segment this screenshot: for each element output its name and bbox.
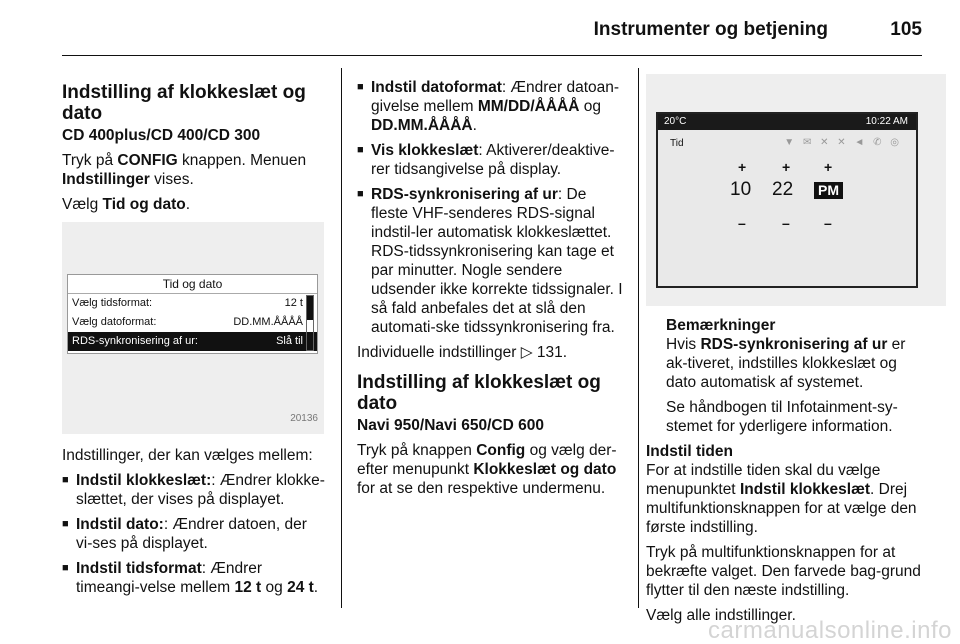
status-bar (658, 114, 916, 130)
watermark-logo: carmanualsonline.info (708, 617, 952, 644)
page-number: 105 (890, 19, 922, 40)
note-paragraph: Hvis RDS-synkronisering af ur er ak-tiveret, indstilles klokkeslæt og dato automatisk af systemet. (666, 336, 906, 391)
minute-value: 22 (772, 179, 794, 200)
section-heading-1: Indstilling af klokkeslæt og dato (62, 82, 306, 124)
scrollbar-thumb (307, 296, 313, 320)
display-title: Tid og dato (68, 275, 317, 294)
section-subheading-2: Navi 950/Navi 650/CD 600 (357, 417, 544, 434)
options-list-continued (357, 78, 623, 337)
ampm-plus-icon: + (824, 159, 833, 175)
display-scrollbar (306, 295, 314, 351)
display-screen (67, 274, 318, 354)
paragraph-set-time: For at indstille tiden skal du vælge menupunktet Indstil klokkeslæt. Drej multifunktionsknappen for at vælge den første indstilling. (646, 462, 917, 536)
list-item: ■ Indstil dato:: Ændrer datoen, der vi-ses på displayet. (62, 515, 326, 553)
list-item: ■ Indstil datoformat: Ændrer datoan-givelse mellem MM/DD/ÅÅÅÅ og DD.MM.ÅÅÅÅ. (357, 78, 623, 135)
list-item: ■ RDS-synkronisering af ur: De fleste VHF-senderes RDS-signal indstil-ler automatisk klokkeslættet. RDS-tidssynkronisering kan tage et par minutter. Nogle sendere udsender ikke korrekte tidssignaler. I så fald anbefales det at slå den automati-ske tidssynkronisering fra. (357, 185, 623, 337)
paragraph-config-navi: Tryk på knappen Config og vælg der-efter menupunkt Klokkeslæt og dato for at se den respektive undermenu. (357, 442, 617, 497)
paragraph-options: Indstillinger, der kan vælges mellem: (62, 447, 313, 464)
options-list (62, 471, 326, 597)
list-item: ■ Indstil tidsformat: Ændrer timeangi-velse mellem 12 t og 24 t. (62, 559, 326, 597)
list-item: ■ Indstil klokkeslæt:: Ændrer klokke-slættet, der vises på displayet. (62, 471, 326, 509)
display-row: Vælg tidsformat: 12 t (72, 297, 303, 309)
column-1 (62, 72, 326, 603)
figure-clock-display (646, 74, 946, 306)
clock-screen (656, 112, 918, 288)
ampm-minus-icon: – (824, 215, 832, 231)
ampm-value: PM (814, 182, 843, 199)
paragraph-select-all: Vælg alle indstillinger. (646, 607, 796, 624)
figure-time-date-display (62, 222, 324, 434)
display-row-selected: RDS-synkronisering af ur: Slå til (68, 332, 317, 351)
paragraph-config: Tryk på CONFIG knappen. Menuen Indstillinger vises. (62, 152, 307, 188)
note-box (646, 316, 930, 436)
note-paragraph: Se håndbogen til Infotainment-sy-stemet for yderligere information. (666, 399, 898, 435)
paragraph-individual-settings: Individuelle indstillinger ▷ 131. (357, 344, 568, 361)
column-divider (341, 68, 342, 608)
page-header (0, 0, 960, 60)
screen-label: Tid (670, 138, 684, 149)
clock-time: 10:22 AM (865, 116, 908, 127)
column-3 (646, 74, 930, 631)
header-title: Instrumenter og betjening (593, 19, 828, 40)
hour-minus-icon: – (738, 215, 746, 231)
paragraph-confirm: Tryk på multifunktionsknappen for at bekræfte valget. Den farvede bag-grund flytter til den næste indstilling. (646, 544, 921, 599)
subheading-set-time: Indstil tiden (646, 443, 733, 460)
section-heading-2: Indstilling af klokkeslæt og dato (357, 372, 601, 414)
temperature: 20°C (664, 116, 687, 127)
minute-plus-icon: + (782, 159, 791, 175)
header-rule (62, 55, 922, 56)
column-2 (357, 78, 623, 504)
display-row: Vælg datoformat: DD.MM.ÅÅÅÅ (72, 316, 303, 328)
list-item: ■ Vis klokkeslæt: Aktiverer/deaktive-rer tidsangivelse på display. (357, 141, 623, 179)
hour-plus-icon: + (738, 159, 747, 175)
paragraph-select: Vælg Tid og dato. (62, 196, 191, 213)
column-divider (638, 68, 639, 608)
status-icons: ▼ ✉ ✕ ✕ ◄ ✆ ◎ (784, 137, 902, 148)
figure-number: 20136 (290, 413, 318, 424)
section-subheading-1: CD 400plus/CD 400/CD 300 (62, 127, 261, 144)
hour-value: 10 (730, 179, 752, 200)
minute-minus-icon: – (782, 215, 790, 231)
note-title: Bemærkninger (666, 317, 776, 334)
